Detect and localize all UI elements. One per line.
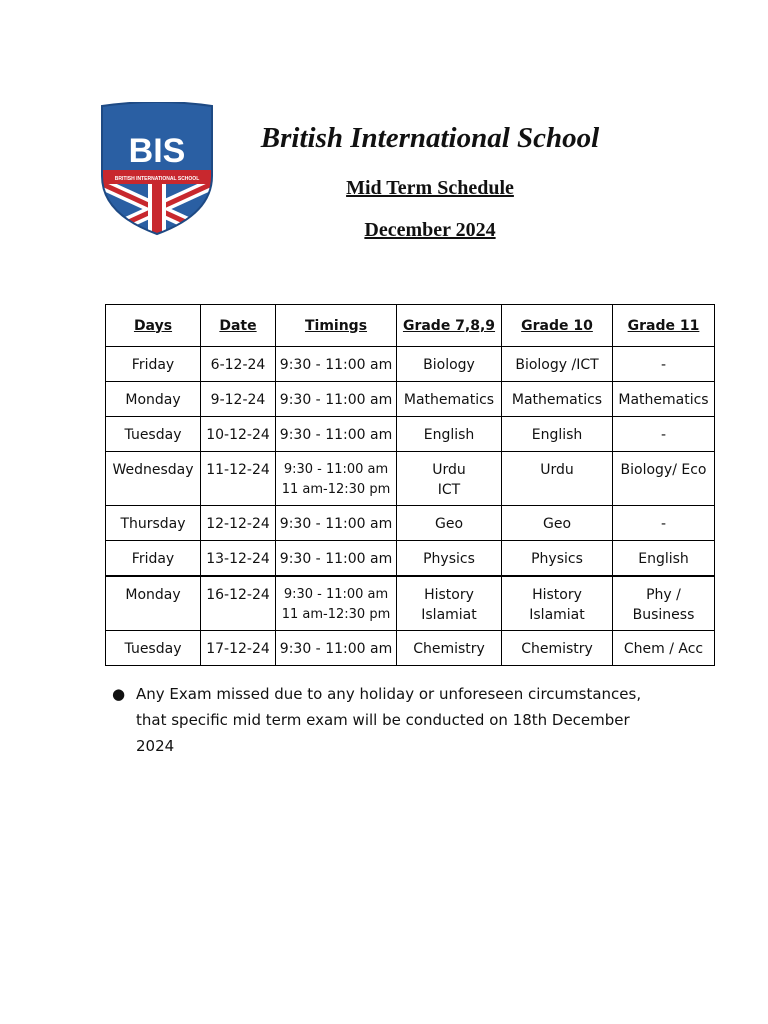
date-cell: 17-12-24 (201, 631, 276, 666)
grade-10-cell (502, 631, 613, 666)
cell-line: Mathematics (511, 392, 603, 408)
timing-cell (276, 541, 397, 577)
grade-789-cell (397, 541, 502, 577)
grade-10-cell (502, 452, 613, 506)
column-header: Grade 11 (613, 305, 715, 347)
table-row (106, 452, 715, 506)
exam-note (112, 681, 672, 759)
column-header: Days (106, 305, 201, 347)
table-header-row (106, 305, 715, 347)
cell-line: Islamiat (421, 607, 477, 623)
date-cell: 9-12-24 (201, 382, 276, 417)
cell-line: History (532, 587, 582, 603)
table-row (106, 382, 715, 417)
day-cell: Monday (106, 576, 201, 631)
timing-cell (276, 452, 397, 506)
day-cell: Wednesday (106, 452, 201, 506)
grade-789-cell (397, 417, 502, 452)
grade-11-cell (613, 541, 715, 577)
table-row (106, 631, 715, 666)
cell-line: Biology/ Eco (620, 462, 707, 478)
table-row (106, 506, 715, 541)
cell-line: Phy / (646, 587, 681, 603)
exam-schedule-table (105, 304, 715, 666)
cell-line: 9:30 - 11:00 am (279, 551, 393, 567)
grade-10-cell (502, 541, 613, 577)
day-cell: Monday (106, 382, 201, 417)
grade-10-cell (502, 382, 613, 417)
grade-10-cell (502, 417, 613, 452)
column-header: Grade 7,8,9 (397, 305, 502, 347)
cell-line: - (660, 357, 667, 373)
bullet-icon: ● (112, 685, 126, 703)
logo-initials: BIS (128, 132, 186, 170)
date-cell: 6-12-24 (201, 347, 276, 382)
column-header: Date (201, 305, 276, 347)
cell-line: 9:30 - 11:00 am (283, 587, 389, 602)
grade-789-cell (397, 506, 502, 541)
grade-11-cell (613, 506, 715, 541)
grade-10-cell (502, 347, 613, 382)
grade-789-cell (397, 382, 502, 417)
timing-cell (276, 506, 397, 541)
column-header: Grade 10 (502, 305, 613, 347)
grade-789-cell (397, 452, 502, 506)
cell-line: English (638, 551, 689, 567)
column-header: Timings (276, 305, 397, 347)
cell-line: Mathematics (403, 392, 495, 408)
school-logo (98, 102, 216, 236)
table-row (106, 417, 715, 452)
day-cell: Tuesday (106, 631, 201, 666)
table-row (106, 541, 715, 577)
day-cell: Friday (106, 347, 201, 382)
cell-line: Business (632, 607, 695, 623)
grade-789-cell (397, 347, 502, 382)
school-name: British International School (260, 122, 600, 154)
day-cell: Friday (106, 541, 201, 577)
cell-line: Chem / Acc (623, 641, 704, 657)
date-cell: 11-12-24 (201, 452, 276, 506)
grade-11-cell (613, 576, 715, 631)
cell-line: - (660, 516, 667, 532)
cell-line: Mathematics (618, 392, 709, 408)
timing-cell (276, 631, 397, 666)
cell-line: 9:30 - 11:00 am (279, 357, 393, 373)
cell-line: Biology (423, 357, 475, 373)
cell-line: 9:30 - 11:00 am (279, 392, 393, 408)
cell-line: Physics (531, 551, 583, 567)
cell-line: 11 am-12:30 pm (281, 607, 391, 622)
schedule-month: December 2024 (364, 219, 496, 241)
cell-line: English (531, 427, 583, 443)
schedule-title: Mid Term Schedule (346, 177, 514, 199)
date-cell: 13-12-24 (201, 541, 276, 577)
cell-line: Physics (423, 551, 475, 567)
cell-line: - (660, 427, 667, 443)
cell-line: 9:30 - 11:00 am (279, 516, 393, 532)
cell-line: 11 am-12:30 pm (281, 482, 391, 497)
grade-11-cell (613, 417, 715, 452)
date-cell: 16-12-24 (201, 576, 276, 631)
timing-cell (276, 417, 397, 452)
cell-line: Chemistry (521, 641, 593, 657)
timing-cell (276, 576, 397, 631)
cell-line: 9:30 - 11:00 am (279, 427, 393, 443)
cell-line: ICT (437, 482, 461, 498)
grade-789-cell (397, 631, 502, 666)
note-text: Any Exam missed due to any holiday or unforeseen circumstances, that specific mid term exam will be conducted on 18th December 2024 (136, 685, 642, 755)
grade-10-cell (502, 576, 613, 631)
table-row (106, 576, 715, 631)
grade-789-cell (397, 576, 502, 631)
date-cell: 10-12-24 (201, 417, 276, 452)
cell-line: Chemistry (413, 641, 485, 657)
cell-line: History (424, 587, 474, 603)
day-cell: Tuesday (106, 417, 201, 452)
date-cell: 12-12-24 (201, 506, 276, 541)
cell-line: Urdu (432, 462, 466, 478)
grade-11-cell (613, 382, 715, 417)
grade-11-cell (613, 631, 715, 666)
cell-line: English (423, 427, 475, 443)
grade-11-cell (613, 452, 715, 506)
grade-10-cell (502, 506, 613, 541)
cell-line: Geo (542, 516, 572, 532)
logo-band-text: BRITISH INTERNATIONAL SCHOOL (114, 176, 200, 182)
cell-line: Urdu (540, 462, 574, 478)
cell-line: Geo (434, 516, 464, 532)
day-cell: Thursday (106, 506, 201, 541)
table-row (106, 347, 715, 382)
cell-line: 9:30 - 11:00 am (283, 462, 389, 477)
cell-line: Islamiat (529, 607, 585, 623)
timing-cell (276, 347, 397, 382)
timing-cell (276, 382, 397, 417)
grade-11-cell (613, 347, 715, 382)
cell-line: Biology /ICT (515, 357, 599, 373)
cell-line: 9:30 - 11:00 am (279, 641, 393, 657)
